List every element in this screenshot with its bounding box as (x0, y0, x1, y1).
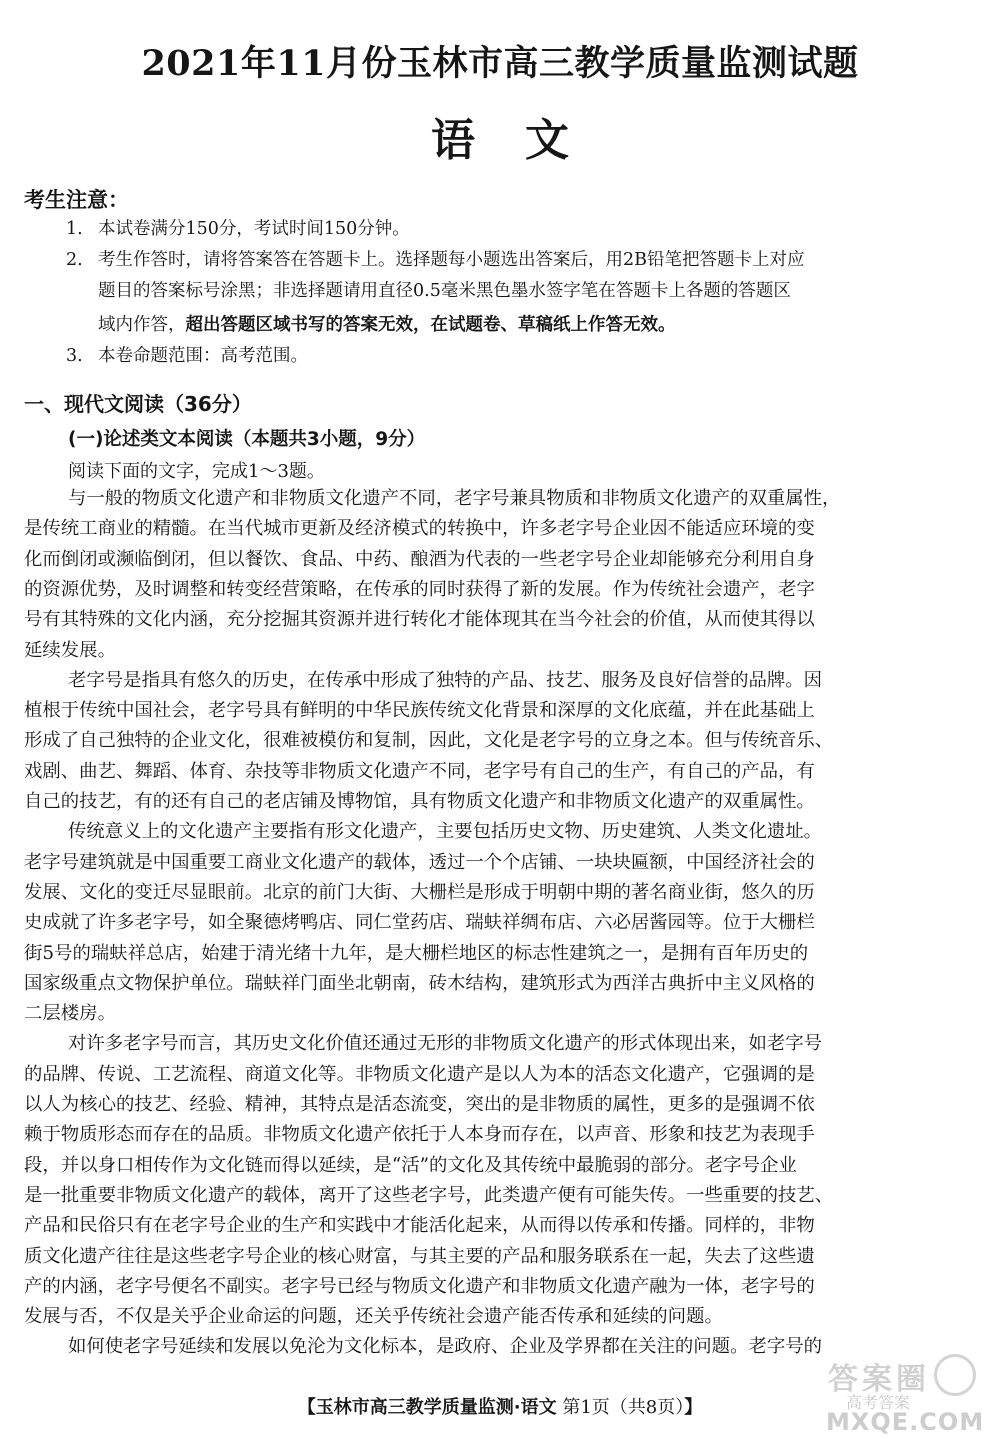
section-title: 一、现代文阅读（36分） (24, 392, 252, 416)
passage-line: 如何使老字号延续和发展以免沦为文化标本，是政府、企业及学界都在关注的问题。老字号的 (68, 1336, 823, 1358)
passage-line: 传统意义上的文化遗产主要指有形文化遗产，主要包括历史文物、历史建筑、人类文化遗址。 (68, 821, 823, 843)
notice-item-number: 3. (66, 346, 83, 366)
passage-line: 史成就了许多老字号，如全聚德烤鸭店、同仁堂药店、瑞蚨祥绸布店、六必居酱园等。位于大栅栏 (24, 912, 815, 934)
passage-line: 的品牌、传说、工艺流程、商道文化等。非物质文化遗产是以人为本的活态文化遗产，它强调的是 (24, 1063, 815, 1085)
watermark-logo (822, 1352, 985, 1436)
passage-line: 戏剧、曲艺、舞蹈、体育、杂技等非物质文化遗产不同，老字号有自己的生产，有自己的产品，有 (24, 760, 815, 782)
passage-line: 二层楼房。 (24, 1003, 116, 1025)
passage-line: 与一般的物质文化遗产和非物质文化遗产不同，老字号兼具物质和非物质文化遗产的双重属性， (68, 488, 841, 509)
passage-line: 是一批重要非物质文化遗产的载体，离开了这些老字号，此类遗产便有可能失传。一些重要的技艺、 (24, 1184, 834, 1206)
notice-item-1 (66, 214, 976, 245)
passage-line: 产的内涵，老字号便名不副实。老字号已经与物质文化遗产和非物质文化遗产融为一体，老字号的 (24, 1275, 815, 1297)
footer-exam-name: 玉林市高三教学质量监测·语文 (315, 1397, 557, 1418)
watermark-line2: 高考答案 (846, 1393, 911, 1412)
passage-line: 是传统工商业的精髓。在当代城市更新及经济模式的转换中，许多老字号企业因不能适应环境的变 (24, 518, 815, 540)
passage-line: 的资源优势，及时调整和转变经营策略，在传承的同时获得了新的发展。作为传统社会遗产，老字 (24, 578, 815, 600)
passage-line: 对许多老字号而言，其历史文化价值还通过无形的非物质文化遗产的形式体现出来，如老字号 (68, 1033, 823, 1055)
notice-warning-text: 超出答题区域书写的答案无效，在试题卷、草稿纸上作答无效。 (185, 315, 676, 335)
watermark-line1: 答案圈 (828, 1362, 930, 1397)
passage-line: 街5号的瑞蚨祥总店，始建于清光绪十九年，是大栅栏地区的标志性建筑之一，是拥有百年历史的 (24, 942, 809, 964)
notice-item-2-cont2 (98, 310, 976, 341)
notice-item-2 (66, 245, 976, 276)
passage-line: 延续发展。 (24, 639, 116, 661)
notice-item-text: 本试卷满分150分，考试时间150分钟。 (98, 219, 410, 239)
passage-line: 植根于传统中国社会，老字号具有鲜明的中华民族传统文化背景和深厚的文化底蕴，并在此基础上 (24, 700, 815, 722)
passage-line: 赖于物质形态而存在的品质。非物质文化遗产依托于人本身而存在，以声音、形象和技艺为表现手 (24, 1124, 815, 1146)
watermark-circle-icon (934, 1354, 976, 1396)
exam-title: 2021年11月份玉林市高三教学质量监测试题 (141, 43, 859, 84)
watermark-line3: MXQE.COM (826, 1408, 985, 1436)
passage-line: 号有其特殊的文化内涵，充分挖掘其资源并进行转化才能体现其在当今社会的价值，从而使其得以 (24, 609, 815, 631)
passage-line: 形成了自己独特的企业文化，很难被模仿和复制，因此，文化是老字号的立身之本。但与传统音乐、 (24, 730, 834, 752)
passage-line: 发展、文化的变迁尽显眼前。北京的前门大街、大栅栏是形成于明朝中期的著名商业街，悠久的历 (24, 881, 815, 903)
notice-item-number: 2. (66, 250, 83, 270)
notice-item-2-cont (98, 276, 976, 307)
passage-line: 国家级重点文物保护单位。瑞蚨祥门面坐北朝南，砖木结构，建筑形式为西洋古典折中主义风格的 (24, 972, 815, 994)
passage-line: 以人为核心的技艺、经验、精神，其特点是活态流变，突出的是非物质的属性，更多的是强调不依 (24, 1094, 815, 1115)
notice-item-text: 域内作答， (98, 315, 186, 335)
passage-line: 质文化遗产往往是这些老字号企业的核心财富，与其主要的产品和服务联系在一起，失去了这些遗 (24, 1245, 815, 1267)
notice-item-text: 本卷命题范围：高考范围。 (98, 346, 308, 366)
passage-line: 产品和民俗只有在老字号企业的生产和实践中才能活化起来，从而得以传承和传播。同样的，非物 (24, 1215, 815, 1237)
subject-title: 语文 (431, 115, 619, 166)
passage-line: 发展与否，不仅是关乎企业命运的问题，还关乎传统社会遗产能否传承和延续的问题。 (24, 1306, 723, 1328)
notice-item-number: 1. (66, 219, 83, 239)
notice-item-text: 题目的答案标号涂黑；非选择题请用直径0.5毫米黑色墨水签字笔在答题卡上各题的答题区 (98, 281, 791, 301)
notice-item-text: 考生作答时，请将答案答在答题卡上。选择题每小题选出答案后，用2B铅笔把答题卡上对应 (98, 250, 805, 270)
passage-line: 自己的技艺，有的还有自己的老店铺及博物馆，具有物质文化遗产和非物质文化遗产的双重属性。 (24, 791, 815, 812)
passage-line: 老字号建筑就是中国重要工商业文化遗产的载体，透过一个个店铺、一块块匾额，中国经济社会的 (24, 851, 815, 873)
passage-line: 段，并以身口相传作为文化链而得以延续，是“活”的文化及其传统中最脆弱的部分。老字号企业 (24, 1154, 797, 1176)
reading-instruction: 阅读下面的文字，完成1～3题。 (68, 461, 325, 482)
subsection-title: (一)论述类文本阅读（本题共3小题，9分） (68, 429, 426, 450)
passage-line: 化而倒闭或濒临倒闭，但以餐饮、食品、中药、酿酒为代表的一些老字号企业却能够充分利用自身 (24, 548, 815, 570)
footer-bracket-close: 】 (684, 1397, 703, 1418)
notice-heading: 考生注意： (24, 187, 129, 212)
footer-bracket-open: 【 (297, 1397, 316, 1418)
notice-item-3 (66, 341, 976, 372)
passage-line: 老字号是指具有悠久的历史，在传承中形成了独特的产品、技艺、服务及良好信誉的品牌。因 (68, 669, 823, 691)
footer-page-info: 第1页（共8页） (562, 1397, 685, 1418)
